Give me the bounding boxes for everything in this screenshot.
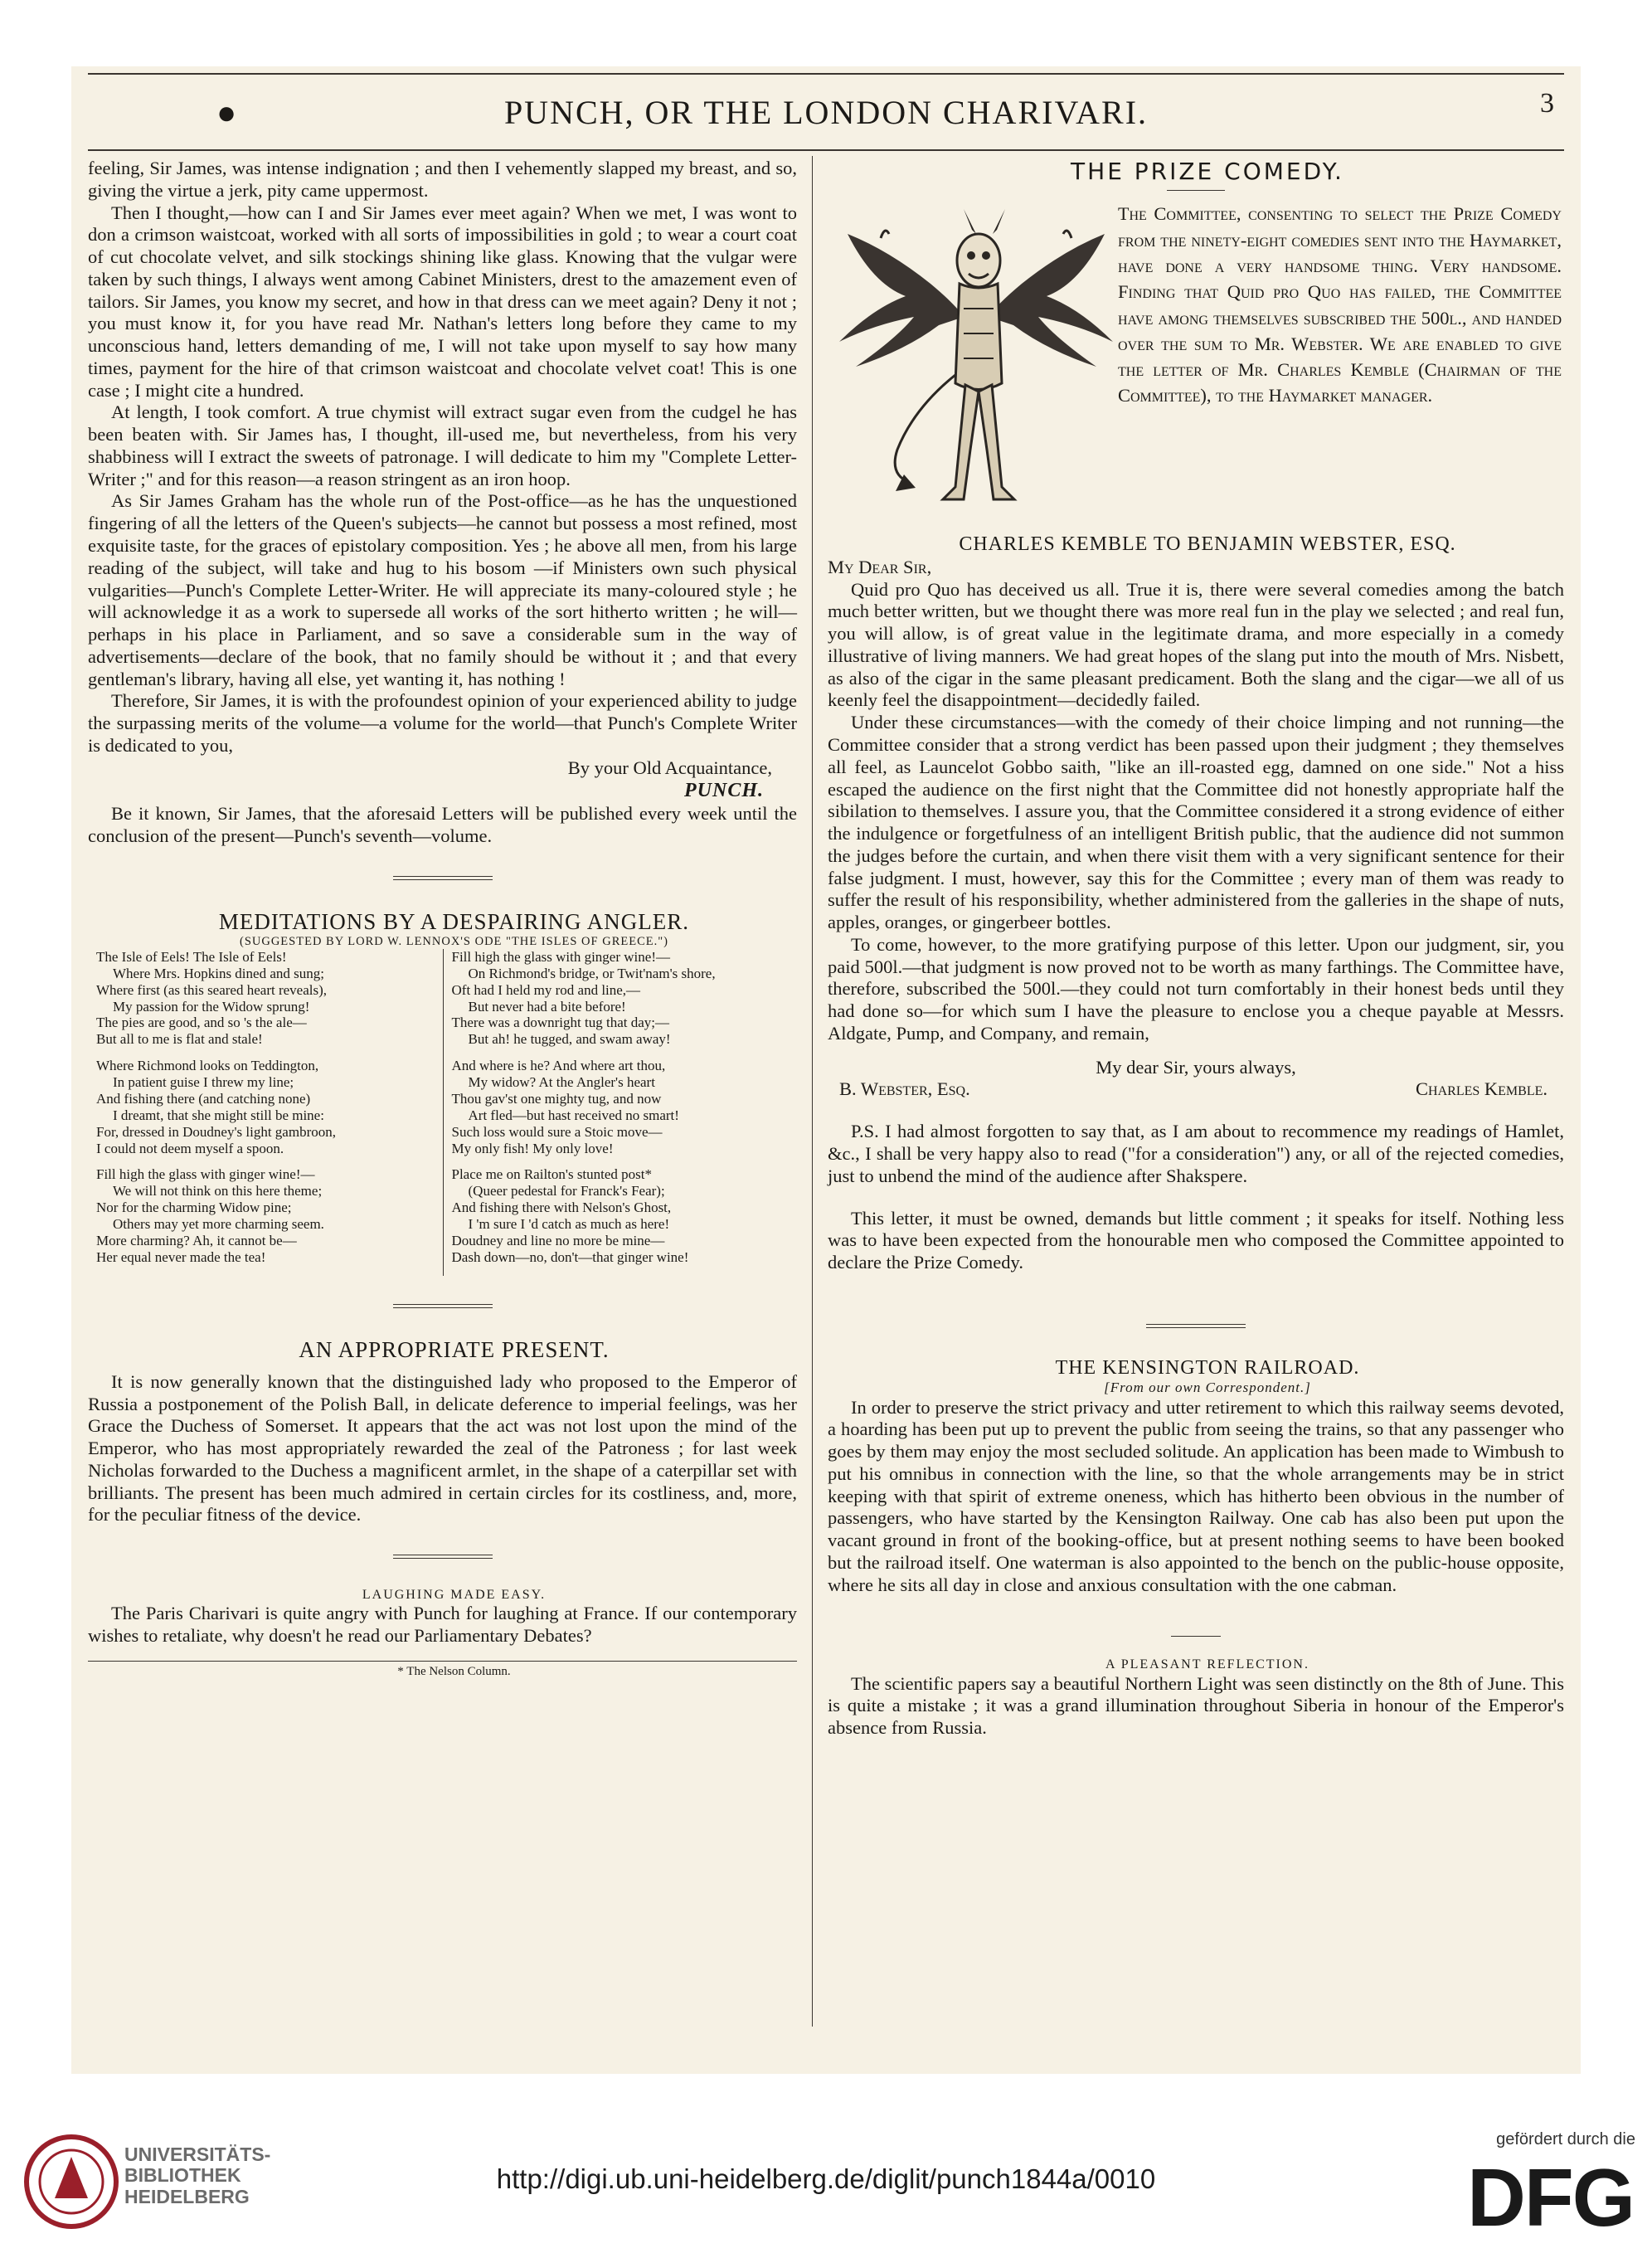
stanza — [96, 1166, 438, 1265]
railroad-subtitle: [From our own Correspondent.] — [1104, 1380, 1311, 1396]
poem-line: And fishing there (and catching none) — [96, 1090, 311, 1107]
header-rule — [88, 149, 1564, 151]
section-separator — [393, 876, 493, 880]
poem-line: Dash down—no, don't—that ginger wine! — [451, 1248, 689, 1265]
postscript: P.S. I had almost forgotten to say that, as I am about to recommence my readings of Hamlet, &c., I shall be very happy also to read ("for a consideration") any, or all of the rejected comedies, just to unbend the mind of the audience after Shakspere. — [828, 1121, 1564, 1186]
reflection-text: The scientific papers say a beautiful Northern Light was seen distinctly on the 8th of June. This is quite a mistake ; it was a grand illumination throughout Siberia in honour of the Emperor's absence from Russia. — [828, 1672, 1564, 1739]
poem-line: But ah! he tugged, and swam away! — [468, 1031, 671, 1048]
poem-line: The pies are good, and so 's the ale— — [96, 1015, 307, 1031]
poem-line: For, dressed in Doudney's light gambroon, — [96, 1123, 336, 1140]
poem-line: Others may yet more charming seem. — [113, 1216, 324, 1233]
source-url[interactable]: http://digi.ub.uni-heidelberg.de/diglit/punch1844a/0010 — [496, 2163, 1156, 2194]
institution-line: BIBLIOTHEK — [124, 2164, 241, 2187]
stanza — [96, 1058, 438, 1156]
poem-line: Nor for the charming Widow pine; — [96, 1200, 292, 1216]
institution-line: HEIDELBERG — [124, 2185, 250, 2207]
funder-label: gefördert durch die — [1496, 2130, 1635, 2149]
letter-paragraph: Then I thought,—how can I and Sir James ever meet again? When we met, I was wont to don a crimson waistcoat, worked with all sorts of impossibilities in gold ; to wear a court coat of cut chocolate velvet, and silk stockings shining like glass. Knowing that the vulgar were taken by such things, I always went among Cabinet Ministers, drest to the amazement even of tailors. Sir James, you know my secret, and how in that dress can we meet again? Deny it not ; you must know it, for you have read Mr. Nathan's letters long before they came to my unconscious hand, letters demanding of me, I will not take upon myself to say how many times, payment for the hire of that crimson waistcoat and chocolate velvet coat! This is one case ; I might cite a hundred. — [88, 202, 797, 401]
digitization-footer — [0, 2107, 1652, 2258]
poem-line: I could not deem myself a spoon. — [96, 1140, 284, 1156]
poem-right-column — [443, 949, 798, 1276]
devil-illustration — [839, 201, 1113, 524]
poem-line: Oft had I held my rod and line,— — [451, 981, 641, 998]
railroad-text: In order to preserve the strict privacy and utter retirement to which this railway seems devoted, a hoarding has been put up to prevent the public from seeing the trains, so that any passenger who goes by them may enjoy the most secluded solitude. An application has been made to Wimbush to put his omnibus in connection with the line, so that the whole arrangements may be in strict keeping with that spirit of extreme oneness, which has hitherto been obvious in the number of passengers, who have started by the Kensington Railway. One cab has also been put upon the vacant ground in front of the booking-office, but at present nothing seems to have been booked but the railroad itself. One waterman is also appointed to the bench on the public-house opposite, where he sits all day in close and anxious consultation with the one cabman. — [828, 1396, 1564, 1595]
drop-cap: T — [1118, 203, 1130, 225]
poem-line: My only fish! My only love! — [451, 1140, 614, 1156]
addressee: B. Webster, Esq. — [839, 1078, 970, 1100]
poem-line: More charming? Ah, it cannot be— — [96, 1232, 297, 1248]
section-separator — [1171, 1636, 1221, 1637]
poem-line: Her equal never made the tea! — [96, 1248, 266, 1265]
railroad-title: THE KENSINGTON RAILROAD. — [1055, 1356, 1360, 1379]
signature: PUNCH. — [684, 780, 764, 802]
stanza — [452, 1166, 793, 1265]
laughing-title: LAUGHING MADE EASY. — [362, 1588, 547, 1603]
poem-line: We will not think on this here theme; — [113, 1183, 323, 1200]
prize-comedy-title: THE PRIZE COMEDY. — [1071, 158, 1344, 185]
poem-line: Art fled—but hast received no smart! — [468, 1107, 679, 1123]
salutation: My Dear Sir, — [828, 556, 932, 577]
poem-line: But all to me is flat and stale! — [96, 1031, 263, 1048]
angler-subtitle: (SUGGESTED BY LORD W. LENNOX'S ODE "THE ISLES OF GREECE.") — [240, 934, 668, 948]
publication-notice: Be it known, Sir James, that the aforesaid Letters will be published every week until the conclusion of the present—Punch's seventh—volume. — [88, 802, 797, 846]
letter-paragraph: Under these circumstances—with the comedy of their choice limping and not running—the Committee consider that a strong verdict has been passed upon their judgment ; they themselves all feel, as Launcelot Gobbo saith, "like an ill-roasted egg, damned on one side." Not a hiss escaped the audience on the first night that the Committee did not honestly appropriate half the sibilation to themselves. I assure you, that the Committee considered it a strong evidence of either the indulgence or forgetfulness of an intelligent British public, that the audience did not summon the judges before the curtain, and when there visit them with a very significant sentence for their false judgment. I must, however, say this for the Committee ; every man of them was ready to suffer the result of his responsibility, whether administered from the galleries in the shape of nuts, apples, oranges, or gingerbeer bottles. — [828, 712, 1564, 933]
poem-left-column — [88, 949, 443, 1276]
letter-paragraph: Therefore, Sir James, it is with the profoundest opinion of your experienced ability to judge the surpassing merits of the volume—a volume for the world—that Punch's Complete Writer is dedicated to you, — [88, 690, 797, 756]
letter-paragraph: Quid pro Quo has deceived us all. True it is, there were several comedies among the batch much better written, but we thought there was more real fun in the play we selected ; and real fun, you will allow, is of great value in the legitimate drama, and more especially in a comedy illustrative of living manners. We had great hopes of the slang put into the mouth of Mrs. Nisbett, as also of the cigar in the same pleasant predicament. Both the slang and the cigar—we all of us keenly feel the disappointment—decidedly failed. — [828, 578, 1564, 711]
masthead — [71, 88, 1581, 143]
present-text: It is now generally known that the distinguished lady who proposed to the Emperor of Russia a postponement of the Polish Ball, in delicate deference to imperial feelings, was her Grace the Duchess of Somerset. It appears that the act was not lost upon the mind of the Emperor, who has most appropriately rewarded the zeal of the Patroness ; for last week Nicholas forwarded to the Duchess a magnificent armlet, in the shape of a caterpillar set with brilliants. The present has been much admired in certain circles for its costliness, and, more, for the peculiar fitness of the device. — [88, 1370, 797, 1526]
poem-line: Such loss would sure a Stoic move— — [451, 1123, 663, 1140]
prize-intro-text — [1118, 201, 1562, 408]
laughing-text: The Paris Charivari is quite angry with Punch for laughing at France. If our contemporary wishes to retaliate, why doesn't he read our Parliamentary Debates? — [88, 1603, 797, 1646]
present-title: AN APPROPRIATE PRESENT. — [299, 1336, 610, 1362]
angler-title: MEDITATIONS BY A DESPAIRING ANGLER. — [218, 908, 690, 934]
newspaper-page — [71, 66, 1581, 2074]
title-underline — [1167, 190, 1225, 191]
masthead-title: PUNCH, OR THE LONDON CHARIVARI. — [503, 94, 1149, 131]
poem-line: Doudney and line no more be mine— — [451, 1232, 665, 1248]
poem-line: And fishing there with Nelson's Ghost, — [451, 1200, 672, 1216]
stanza — [452, 949, 793, 1048]
poem-line: The Isle of Eels! The Isle of Eels! — [96, 948, 287, 965]
poem-line: There was a downright tug that day;— — [451, 1015, 669, 1031]
left-column — [88, 158, 797, 1680]
poem-line: In patient guise I threw my line; — [113, 1074, 294, 1091]
stanza — [452, 1058, 793, 1156]
letter-paragraph: feeling, Sir James, was intense indignation ; and then I vehemently slapped my breast, and so, giving the virtue a jerk, pity came uppermost. — [88, 158, 797, 201]
poem-line: On Richmond's bridge, or Twit'nam's shore, — [468, 965, 716, 981]
section-separator — [393, 1304, 493, 1308]
poem — [88, 949, 797, 1276]
poem-line: Place me on Railton's stunted post* — [451, 1166, 653, 1183]
dfg-logo: DFG — [1467, 2152, 1634, 2243]
footnote: * The Nelson Column. — [397, 1664, 511, 1678]
poem-line: Fill high the glass with ginger wine!— — [451, 948, 670, 965]
poem-line: But never had a bite before! — [468, 998, 626, 1015]
poem-line: My widow? At the Angler's heart — [468, 1074, 655, 1091]
institution-line: UNIVERSITÄTS- — [124, 2144, 271, 2165]
poem-line: Fill high the glass with ginger wine!— — [96, 1166, 315, 1183]
signoff: By your Old Acquaintance, — [567, 757, 772, 778]
poem-line: My passion for the Widow sprung! — [113, 998, 310, 1015]
kemble-letter-title: CHARLES KEMBLE TO BENJAMIN WEBSTER, ESQ. — [959, 533, 1456, 556]
letter-paragraph: To come, however, to the more gratifying purpose of this letter. Upon our judgment, sir, you paid 500l.—that judgment is now proved not to be worth as many farthings. The Committee have, therefore, subscribed the 500l.—they could not turn comfortably in their honest beds until they had done so—for which sum I have the pleasure to enclose you a cheque payable at Messrs. Aldgate, Pump, and Company, and remain, — [828, 933, 1564, 1044]
poem-line: I dreamt, that she might still be mine: — [113, 1107, 324, 1123]
section-separator — [1146, 1324, 1246, 1328]
page-number: 3 — [1540, 88, 1556, 119]
stanza — [96, 949, 438, 1048]
letter-paragraph: As Sir James Graham has the whole run of the Post-office—as he has the unquestioned fingering of all the letters of the Queen's subjects—he cannot but possess a most refined, most exquisite taste, for the graces of epistolary composition. Yes ; he above all men, from his large reading of the subject, will take and hug to his bosom —if Ministers own such physical vulgarities—Punch's Complete Letter-Writer. He will appreciate its many-coloured style ; he will acknowledge it as a work to supersede all works of the sort hitherto written ; he will—perhaps in his place in Parliament, and so save a considerable sum in the way of advertisements—declare of the book, that no family should be without it ; and that every gentleman's library, having all else, yet wanting it, has nothing ! — [88, 490, 797, 689]
footnote-rule — [88, 1661, 797, 1662]
poem-line: And where is he? And where art thou, — [451, 1058, 666, 1074]
poem-line: Where Mrs. Hopkins dined and sung; — [113, 965, 324, 981]
poem-line: I 'm sure I 'd catch as much as here! — [468, 1216, 670, 1233]
poem-line: Where Richmond looks on Teddington, — [96, 1058, 319, 1074]
column-divider — [812, 156, 813, 2027]
editorial-comment: This letter, it must be owned, demands but little comment ; it speaks for itself. Nothing less was to have been expected from the honourable men who composed the Committee appointed to declare the Prize Comedy. — [828, 1207, 1564, 1273]
section-separator — [393, 1555, 493, 1559]
top-rule — [88, 73, 1564, 75]
poem-line: (Queer pedestal for Franck's Fear); — [468, 1183, 665, 1200]
poem-line: Where first (as this seared heart reveals), — [96, 981, 328, 998]
letter-signature-row — [828, 1078, 1564, 1101]
reflection-title: A PLEASANT REFLECTION. — [1105, 1657, 1309, 1672]
letter-paragraph: At length, I took comfort. A true chymist will extract sugar even from the cudgel he has been beaten with. Sir James has, I thought, ill-used me, but nevertheless, from his very shabbiness will I extract the sweets of patronage. I will dedicate to him my "Complete Letter-Writer ;" and for this reason—a reason stringent as an iron hoop. — [88, 401, 797, 489]
poem-line: Thou gav'st one mighty tug, and now — [451, 1090, 662, 1107]
prize-comedy-intro — [828, 201, 1564, 533]
right-column — [828, 158, 1564, 1740]
signer: Charles Kemble. — [1416, 1078, 1548, 1100]
letter-closing: My dear Sir, yours always, — [1096, 1056, 1296, 1078]
prize-intro-body: he Committee, consenting to select the Prize Comedy from the ninety-eight comedies sent into the Haymarket, have done a very handsome thing. Very handsome. Finding that Quid pro Quo has failed, the Committee have among themselves subscribed the 500l., and handed over the sum to Mr. Webster. We are enabled to give the letter of Mr. Charles Kemble (Chairman of the Committee), to the Haymarket manager. — [1118, 203, 1562, 406]
bullet-mark: ● — [216, 94, 239, 131]
